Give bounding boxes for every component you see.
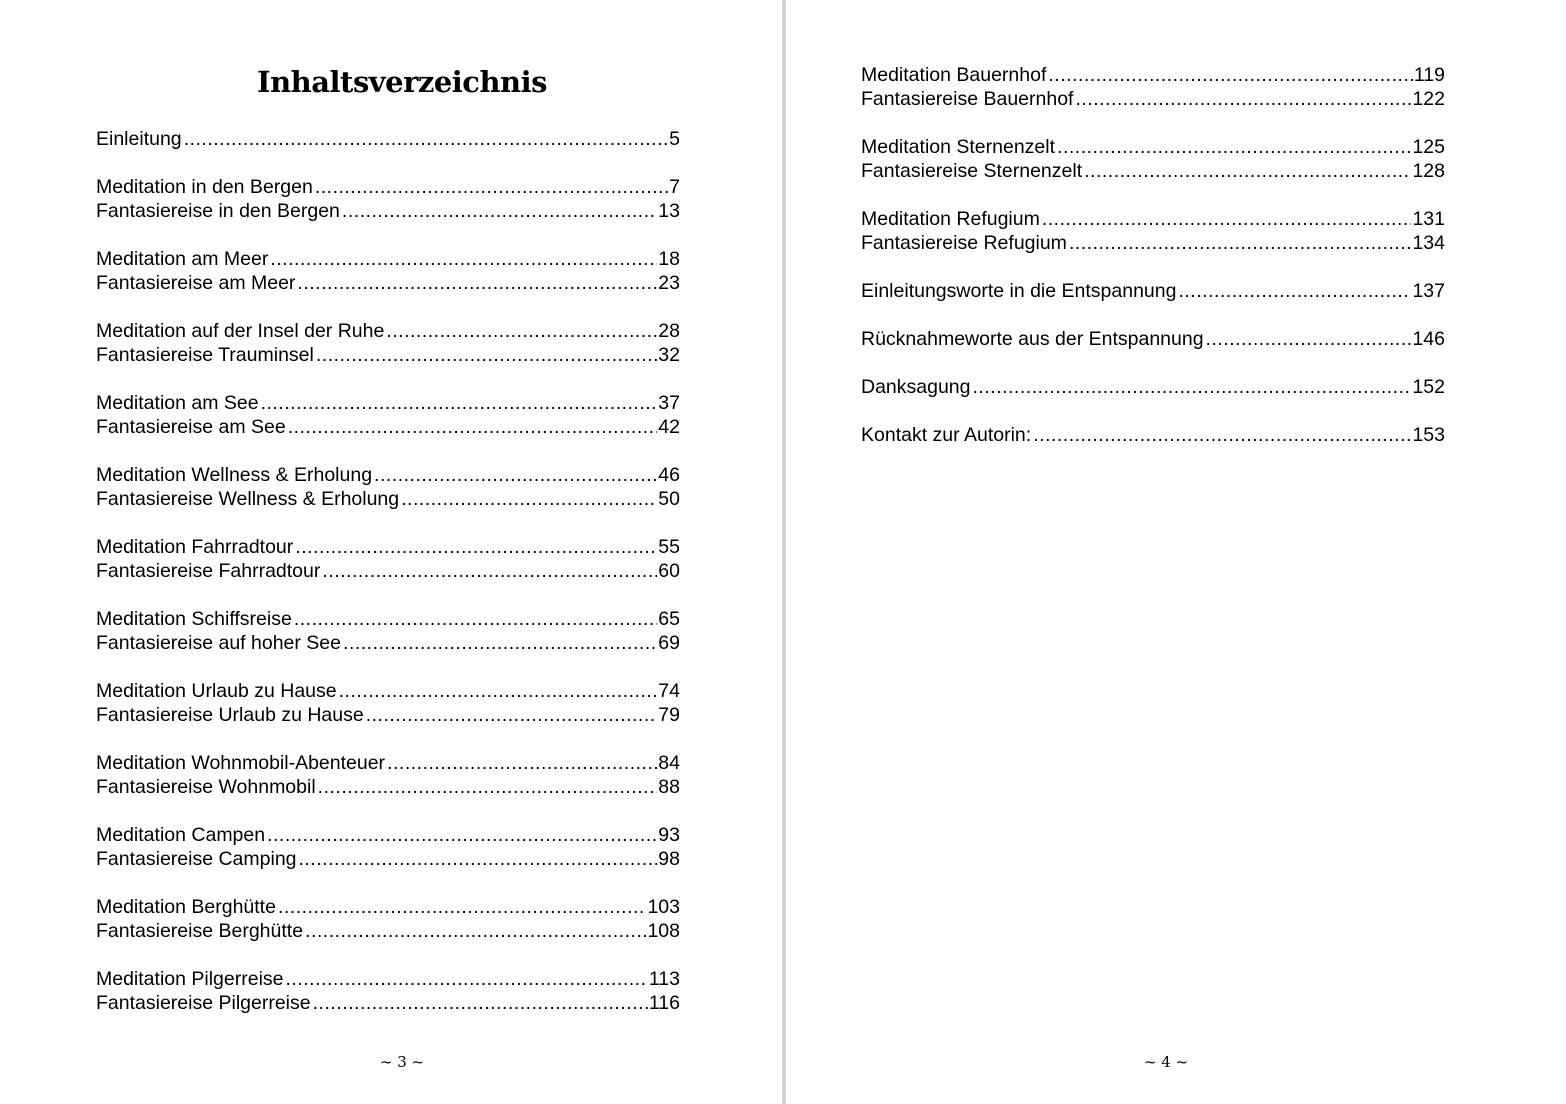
toc-dot-leader xyxy=(261,391,658,415)
toc-entry xyxy=(861,207,1445,231)
toc-entry-title: Fantasiereise Refugium xyxy=(861,232,1067,254)
toc-entry xyxy=(96,991,680,1015)
toc-entry-page: 13 xyxy=(658,200,680,222)
toc-entry-title: Danksagung xyxy=(861,376,971,398)
toc-group xyxy=(96,751,680,799)
toc-entry-title: Meditation Wellness & Erholung xyxy=(96,464,373,486)
toc-dot-leader xyxy=(305,919,646,943)
toc-entry-title: Meditation Berghütte xyxy=(96,896,276,918)
toc-entry-title: Meditation Campen xyxy=(96,824,266,846)
toc-entry xyxy=(96,343,680,367)
toc-entry xyxy=(96,703,680,727)
toc-entry-title: Meditation am See xyxy=(96,392,259,414)
toc-entry xyxy=(96,175,680,199)
toc-entry-title: Meditation Wohnmobil-Abenteuer xyxy=(96,752,386,774)
toc-entry-page: 137 xyxy=(1412,280,1445,302)
toc-dot-leader xyxy=(184,127,668,151)
toc-entry-title: Meditation Fahrradtour xyxy=(96,536,294,558)
toc-entry xyxy=(96,463,680,487)
toc-dot-leader xyxy=(278,895,647,919)
toc-dot-leader xyxy=(1042,207,1412,231)
toc-entry-title: Einleitung xyxy=(96,128,182,150)
toc-dot-leader xyxy=(1048,63,1413,87)
toc-entry-page: 131 xyxy=(1412,208,1445,230)
toc-entry-title: Meditation Urlaub zu Hause xyxy=(96,680,337,702)
toc-entry-title: Fantasiereise auf hoher See xyxy=(96,632,341,654)
toc-entry xyxy=(96,823,680,847)
toc-entry-page: 128 xyxy=(1412,160,1445,182)
toc-entry xyxy=(861,87,1445,111)
toc-group xyxy=(96,679,680,727)
toc-entry xyxy=(861,159,1445,183)
toc-entry xyxy=(96,127,680,151)
toc-dot-leader xyxy=(288,415,658,439)
toc-entry-page: 88 xyxy=(658,776,680,798)
toc-entry xyxy=(861,63,1445,87)
toc-entry-page: 46 xyxy=(658,464,680,486)
toc-dot-leader xyxy=(1075,87,1411,111)
toc-group xyxy=(861,135,1445,183)
toc-entry xyxy=(96,391,680,415)
toc-entry-title: Rücknahmeworte aus der Entspannung xyxy=(861,328,1204,350)
toc-entry-page: 116 xyxy=(648,992,680,1014)
toc-group xyxy=(96,391,680,439)
toc-entry xyxy=(96,751,680,775)
toc-group xyxy=(96,463,680,511)
toc-entry-title: Meditation Bauernhof xyxy=(861,64,1047,86)
toc-entry-page: 50 xyxy=(658,488,680,510)
toc-group xyxy=(861,423,1445,447)
toc-dot-leader xyxy=(299,847,658,871)
toc-entry-title: Meditation Pilgerreise xyxy=(96,968,284,990)
toc-entry-title: Meditation auf der Insel der Ruhe xyxy=(96,320,385,342)
toc-entry xyxy=(96,895,680,919)
toc-entry xyxy=(96,847,680,871)
toc-entry-page: 28 xyxy=(658,320,680,342)
toc-entry-page: 5 xyxy=(669,128,680,150)
toc-entry-page: 108 xyxy=(647,920,680,942)
toc-entry-page: 93 xyxy=(658,824,680,846)
toc-group xyxy=(96,823,680,871)
toc-entry xyxy=(96,607,680,631)
toc-entry-page: 122 xyxy=(1412,88,1445,110)
toc-entry-page: 69 xyxy=(658,632,680,654)
toc-dot-leader xyxy=(313,991,648,1015)
left-page xyxy=(0,0,782,1104)
toc-entry xyxy=(96,247,680,271)
toc-entry-title: Fantasiereise Urlaub zu Hause xyxy=(96,704,364,726)
toc-dot-leader xyxy=(1069,231,1412,255)
page-number-left: ~ 3 ~ xyxy=(379,1053,425,1071)
toc-group xyxy=(861,63,1445,111)
toc-group xyxy=(861,207,1445,255)
toc-entry-page: 119 xyxy=(1413,64,1445,86)
toc-dot-leader xyxy=(342,199,657,223)
toc-entry-title: Fantasiereise in den Bergen xyxy=(96,200,340,222)
toc-dot-leader xyxy=(374,463,657,487)
toc-entry xyxy=(861,375,1445,399)
toc-entry-page: 65 xyxy=(658,608,680,630)
toc-dot-leader xyxy=(366,703,658,727)
toc-entry xyxy=(96,919,680,943)
toc-dot-leader xyxy=(387,751,657,775)
toc-entry-title: Fantasiereise Pilgerreise xyxy=(96,992,311,1014)
toc-dot-leader xyxy=(1206,327,1412,351)
toc-dot-leader xyxy=(386,319,657,343)
toc-list-left xyxy=(96,127,680,1039)
toc-dot-leader xyxy=(318,775,658,799)
toc-entry-title: Fantasiereise Bauernhof xyxy=(861,88,1074,110)
toc-entry-title: Fantasiereise Wellness & Erholung xyxy=(96,488,400,510)
toc-entry-title: Meditation Sternenzelt xyxy=(861,136,1056,158)
toc-group xyxy=(96,607,680,655)
toc-entry-page: 84 xyxy=(658,752,680,774)
toc-entry-page: 37 xyxy=(658,392,680,414)
toc-entry xyxy=(96,535,680,559)
toc-entry-title: Fantasiereise Sternenzelt xyxy=(861,160,1083,182)
toc-entry-title: Fantasiereise Camping xyxy=(96,848,297,870)
toc-dot-leader xyxy=(286,967,648,991)
toc-dot-leader xyxy=(316,343,657,367)
toc-dot-leader xyxy=(973,375,1412,399)
toc-title: Inhaltsverzeichnis xyxy=(257,65,547,99)
toc-group xyxy=(96,247,680,295)
toc-dot-leader xyxy=(343,631,657,655)
toc-group xyxy=(96,967,680,1015)
toc-entry xyxy=(96,415,680,439)
toc-dot-leader xyxy=(1057,135,1411,159)
toc-entry xyxy=(96,775,680,799)
toc-dot-leader xyxy=(267,823,657,847)
toc-entry-page: 60 xyxy=(658,560,680,582)
toc-entry xyxy=(861,423,1445,447)
toc-entry-page: 103 xyxy=(647,896,680,918)
toc-dot-leader xyxy=(1084,159,1411,183)
toc-dot-leader xyxy=(1178,279,1411,303)
toc-dot-leader xyxy=(339,679,658,703)
toc-dot-leader xyxy=(270,247,657,271)
toc-entry-page: 74 xyxy=(658,680,680,702)
toc-group xyxy=(96,319,680,367)
toc-dot-leader xyxy=(322,559,657,583)
toc-entry xyxy=(96,559,680,583)
toc-entry-page: 7 xyxy=(669,176,680,198)
toc-group xyxy=(96,175,680,223)
toc-dot-leader xyxy=(294,607,657,631)
toc-group xyxy=(96,535,680,583)
toc-group xyxy=(861,327,1445,351)
toc-entry-page: 134 xyxy=(1412,232,1445,254)
toc-entry xyxy=(861,327,1445,351)
toc-dot-leader xyxy=(315,175,668,199)
toc-entry xyxy=(861,135,1445,159)
toc-entry-title: Fantasiereise am Meer xyxy=(96,272,296,294)
toc-entry-page: 153 xyxy=(1412,424,1445,446)
toc-entry xyxy=(96,199,680,223)
toc-entry-page: 18 xyxy=(658,248,680,270)
toc-entry-page: 98 xyxy=(658,848,680,870)
toc-group xyxy=(96,127,680,151)
toc-entry-title: Meditation in den Bergen xyxy=(96,176,313,198)
right-page xyxy=(786,0,1566,1104)
toc-entry xyxy=(96,967,680,991)
toc-dot-leader xyxy=(401,487,657,511)
toc-entry xyxy=(96,487,680,511)
toc-entry-page: 32 xyxy=(658,344,680,366)
toc-entry-title: Meditation am Meer xyxy=(96,248,269,270)
toc-entry-title: Meditation Schiffsreise xyxy=(96,608,292,630)
toc-entry-page: 79 xyxy=(658,704,680,726)
toc-group xyxy=(96,895,680,943)
toc-entry-page: 42 xyxy=(658,416,680,438)
toc-dot-leader xyxy=(295,535,657,559)
toc-dot-leader xyxy=(1033,423,1411,447)
toc-entry-page: 146 xyxy=(1412,328,1445,350)
toc-entry xyxy=(96,271,680,295)
toc-entry xyxy=(96,631,680,655)
toc-entry-page: 23 xyxy=(658,272,680,294)
toc-entry-title: Meditation Refugium xyxy=(861,208,1040,230)
toc-entry-page: 152 xyxy=(1412,376,1445,398)
toc-entry-title: Kontakt zur Autorin: xyxy=(861,424,1032,446)
toc-group xyxy=(861,375,1445,399)
toc-entry-page: 55 xyxy=(658,536,680,558)
toc-entry xyxy=(96,679,680,703)
toc-entry-title: Fantasiereise Trauminsel xyxy=(96,344,314,366)
toc-entry-title: Fantasiereise Berghütte xyxy=(96,920,304,942)
toc-entry-title: Fantasiereise Wohnmobil xyxy=(96,776,316,798)
page-number-right: ~ 4 ~ xyxy=(1143,1053,1189,1071)
toc-entry-title: Fantasiereise am See xyxy=(96,416,286,438)
toc-entry xyxy=(861,279,1445,303)
toc-entry-title: Fantasiereise Fahrradtour xyxy=(96,560,321,582)
toc-entry-title: Einleitungsworte in die Entspannung xyxy=(861,280,1177,302)
toc-dot-leader xyxy=(297,271,657,295)
toc-list-right xyxy=(861,63,1445,471)
toc-entry xyxy=(96,319,680,343)
toc-entry-page: 125 xyxy=(1412,136,1445,158)
toc-group xyxy=(861,279,1445,303)
toc-entry xyxy=(861,231,1445,255)
toc-entry-page: 113 xyxy=(648,968,680,990)
